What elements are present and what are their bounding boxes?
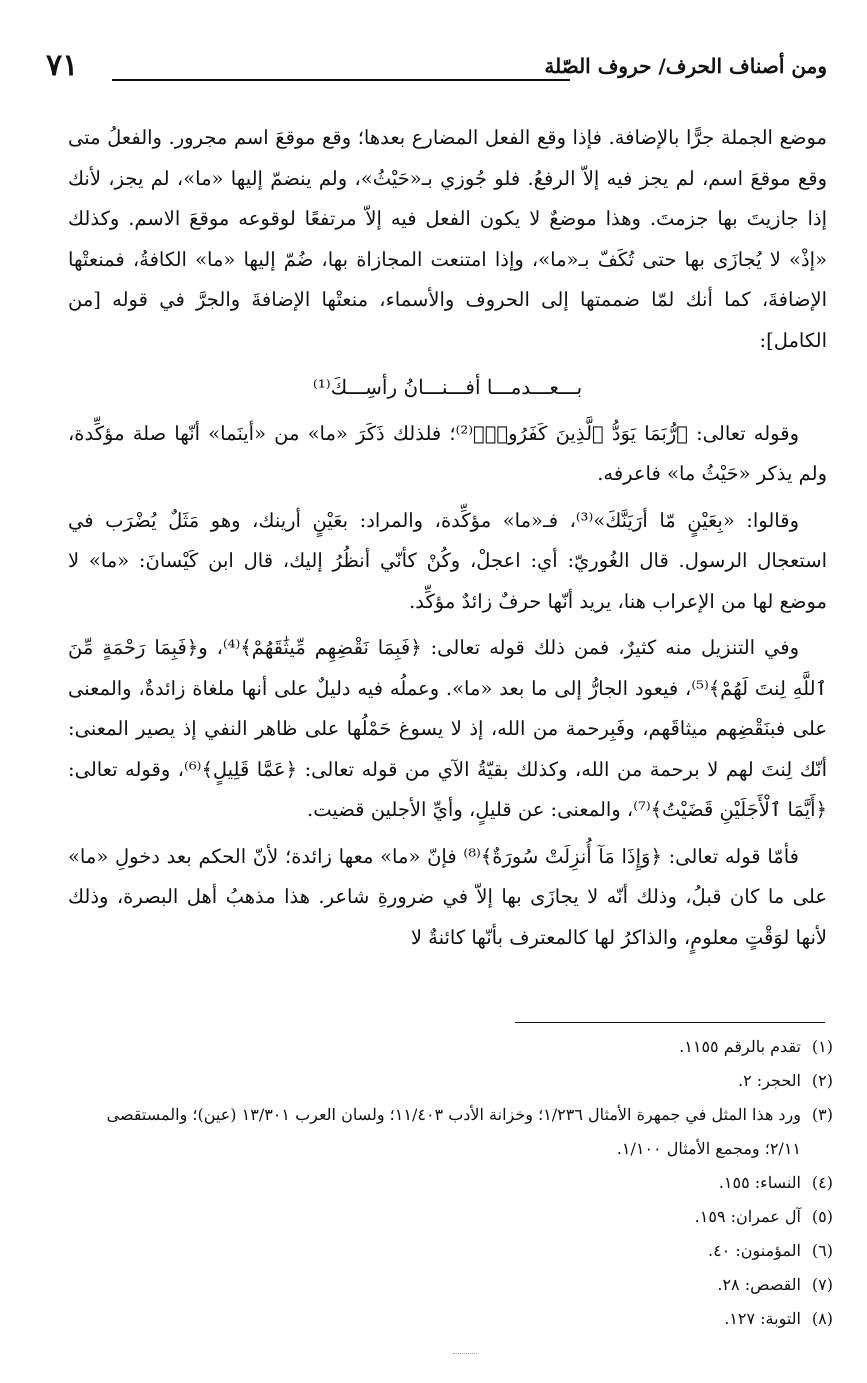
footnote-text: التوبة: ١٢٧. (724, 1309, 801, 1328)
footnote-3 (66, 1098, 833, 1166)
footnote-text: المؤمنون: ٤٠. (707, 1241, 801, 1260)
footnote-text: النساء: ١٥٥. (718, 1173, 801, 1192)
footnote-6 (66, 1234, 833, 1268)
paragraph-3: وقالوا: «بِعَيْنٍ مّا أرَيَنَّكَ»⁽³⁾، فـ«ما» مؤكِّدة، والمراد: بعَيْنٍ أرينك، وهو مَثَلٌ يُضْرَب في استعجال الرسول. قال الغُوريّ: أي: اعجلْ، وكُنْ كأنّي أنظُرُ إليك، قال ابن كَيْسانَ: «ما» لا موضع لها من الإعراب هنا، يريد أنّها حرفٌ زائدٌ مؤكِّد. (68, 508, 827, 613)
footnote-8 (66, 1302, 833, 1336)
poetry-verse: بـــعـــدمـــا أفـــنـــانُ رأسِـــكَ⁽¹⁾ (312, 375, 583, 399)
footnote-number: (٢) (811, 1071, 833, 1090)
print-mark (453, 1353, 477, 1360)
footnote-2 (66, 1064, 833, 1098)
main-text (68, 118, 827, 964)
footnote-number: (١) (811, 1037, 833, 1056)
running-title: ومن أصناف الحرف/ حروف الصّلة (544, 54, 827, 78)
footnote-5 (66, 1200, 833, 1234)
footnote-7 (66, 1268, 833, 1302)
footnote-text: ورد هذا المثل في جمهرة الأمثال ١/٢٣٦؛ وخزانة الأدب ١١/٤٠٣؛ ولسان العرب ١٣/٣٠١ (عين)؛ والمستقصى ٢/١١؛ ومجمع الأمثال ١/١٠٠. (106, 1105, 801, 1158)
footnotes (66, 1030, 833, 1336)
footnote-text: الحجر: ٢. (738, 1071, 801, 1090)
page-number: ٧١ (46, 48, 79, 83)
footnote-text: تقدم بالرقم ١١٥٥. (679, 1037, 801, 1056)
footnote-number: (٦) (811, 1241, 833, 1260)
header-rule (112, 79, 570, 81)
paragraph-5: فأمّا قوله تعالى: ﴿وَإِذَا مَآ أُنزِلَتْ سُورَةٌ﴾⁽⁸⁾ فإنّ «ما» معها زائدة؛ لأنّ الحكم بعد دخولِ «ما» على ما كان قبلُ، وذلك أنّه لا يجازَى بها إلاّ في ضرورةِ شاعر. هذا مذهبُ أهل البصرة، وذلك لأنها لوَقْتٍ معلومٍ، والذاكرُ لها كالمعترف بأنّها كائنةٌ لا (68, 844, 827, 949)
footnote-4 (66, 1166, 833, 1200)
footnote-number: (٤) (811, 1173, 833, 1192)
footnote-1 (66, 1030, 833, 1064)
footnote-text: القصص: ٢٨. (717, 1275, 801, 1294)
footnote-rule (515, 1022, 825, 1023)
footnote-text: آل عمران: ١٥٩. (694, 1207, 801, 1226)
footnote-number: (٨) (811, 1309, 833, 1328)
footnote-number: (٣) (811, 1105, 833, 1124)
paragraph-1: موضع الجملة جرًّا بالإضافة. فإذا وقع الفعل المضارع بعدها؛ وقع موقعَ اسم مجرور. والفعلُ متى وقع موقعَ اسم، لم يجز فيه إلاّ الرفعُ. فلو جُوزي بـ«حَيْثُ»، ولم ينضمّ إليها «ما»، لم يجز، لأنك إذا جازيتَ بها جزمتَ. وهذا موضعٌ لا يكون الفعل فيه إلاّ مرتفعًا لوقوعه موقعَ الاسم. وكذلك «إذْ» لا يُجازَى بها حتى تُكَفّ بـ«ما»، وإذا امتنعت المجازاة بها، ضُمّ إليها «ما» الكافةُ، فمنعتْها الإضافةَ، كما أنك لمّا ضممتها إلى الحروف والأسماء، منعتْها الإضافةَ والجرَّ في قوله [من الكامل]: (68, 126, 827, 352)
footnote-number: (٧) (811, 1275, 833, 1294)
page-header (40, 44, 827, 104)
paragraph-4: وفي التنزيل منه كثيرٌ، فمن ذلك قوله تعالى: ﴿فَبِمَا نَقْضِهِم مِّيثَٰقَهُمْ﴾⁽⁴⁾، و﴿فَبِمَا رَحْمَةٍ مِّنَ ٱللَّهِ لِنتَ لَهُمْ﴾⁽⁵⁾، فيعود الجارُّ إلى ما بعد «ما». وعملُه فيه دليلٌ على أنها ملغاة زائدةٌ، والمعنى على فبنَقْضِهم ميثاقَهم، وفَبِرحمة من الله، إذ لا يسوغ حَمْلُها على ظاهر النفي إذ يصير المعنى: أنّك لِنتَ لهم لا برحمة من الله، وكذلك بقيّةُ الآي من قوله تعالى: ﴿عَمَّا قَلِيلٍ﴾⁽⁶⁾، وقوله تعالى: ﴿أَيَّمَا ٱلْأَجَلَيْنِ قَضَيْتُ﴾⁽⁷⁾، والمعنى: عن قليلٍ، وأيِّ الأجلين قضيت. (68, 636, 827, 821)
paragraph-2: وقوله تعالى: ﴿رُّبَمَا يَوَدُّ ٱلَّذِينَ كَفَرُوا۟﴾⁽²⁾؛ فلذلك ذَكَرَ «ما» من «أينَما» أنّها صلة مؤكِّدة، ولم يذكر «حَيْثُ ما» فاعرفه. (68, 421, 827, 485)
footnote-number: (٥) (811, 1207, 833, 1226)
